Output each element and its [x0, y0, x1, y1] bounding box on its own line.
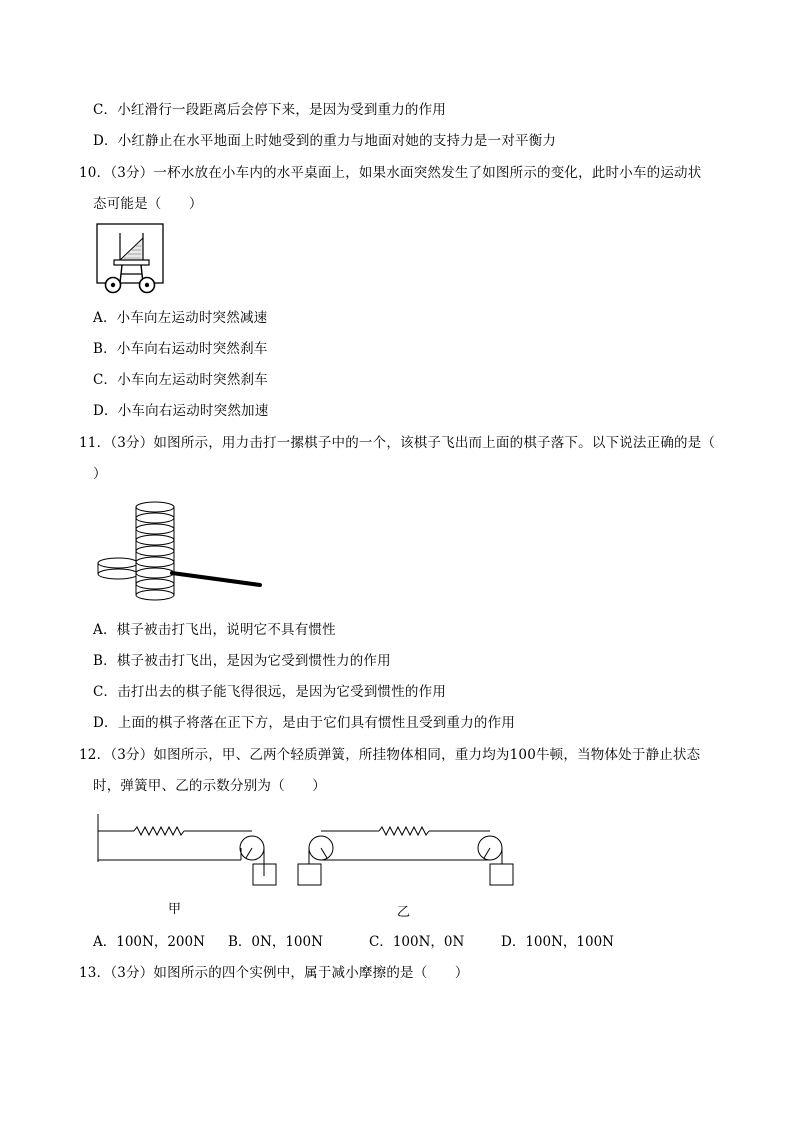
q12-label-jia: 甲	[168, 902, 182, 917]
q12-option-d: D．100N，100N	[501, 934, 614, 950]
q9-option-c: C．小红滑行一段距离后会停下来，是因为受到重力的作用	[93, 102, 447, 118]
q12-label-yi: 乙	[397, 905, 411, 920]
q10-stem-line2: 态可能是（ ）	[93, 196, 203, 212]
q12-option-c: C．100N，0N	[369, 934, 465, 950]
q12-option-a: A．100N，200N	[93, 934, 205, 950]
q10-option-a: A．小车向左运动时突然减速	[93, 310, 268, 326]
q11-option-a: A．棋子被击打飞出，说明它不具有惯性	[93, 622, 336, 638]
q11-stem-line2: ）	[93, 466, 107, 482]
q12-options-row	[93, 933, 713, 951]
q10-cart-figure	[94, 223, 166, 297]
q12-option-b: B．0N，100N	[228, 934, 323, 950]
q13-stem-line1: 13．（3分）如图所示的四个实例中，属于减小摩擦的是（ ）	[79, 965, 469, 981]
q9-option-d: D．小红静止在水平地面上时她受到的重力与地面对她的支持力是一对平衡力	[93, 133, 557, 149]
q10-option-d: D．小车向右运动时突然加速	[93, 403, 269, 419]
q12-springs-figure	[94, 810, 524, 920]
q11-stem-line1: 11．（3分）如图所示，用力击打一摞棋子中的一个，该棋子飞出而上面的棋子落下。以下说法正确的是（	[79, 435, 716, 451]
q10-option-c: C．小车向左运动时突然刹车	[93, 372, 268, 388]
q12-stem-line2: 时，弹簧甲、乙的示数分别为（ ）	[93, 778, 326, 794]
q11-checkers-stack-figure	[96, 497, 266, 607]
q10-stem-line1: 10．（3分）一杯水放在小车内的水平桌面上，如果水面突然发生了如图所示的变化，此时小车的运动状	[79, 165, 702, 181]
q11-option-c: C．击打出去的棋子能飞得很远，是因为它受到惯性的作用	[93, 684, 447, 700]
q12-stem-line1: 12．（3分）如图所示，甲、乙两个轻质弹簧，所挂物体相同，重力均为100牛顿，当物体处于静止状态	[79, 747, 701, 763]
q10-option-b: B．小车向右运动时突然刹车	[93, 341, 268, 357]
q11-option-b: B．棋子被击打飞出，是因为它受到惯性力的作用	[93, 653, 391, 669]
q11-option-d: D．上面的棋子将落在正下方，是由于它们具有惯性且受到重力的作用	[93, 715, 516, 731]
